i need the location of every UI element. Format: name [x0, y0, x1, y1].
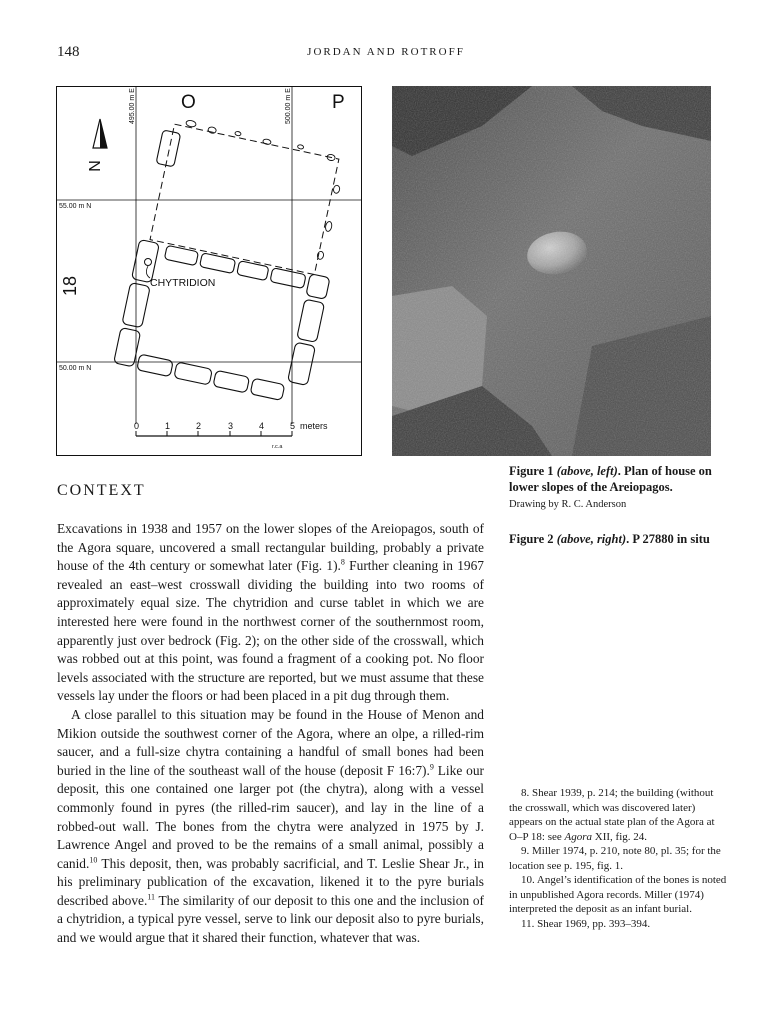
- paragraph-2: [57, 706, 484, 948]
- chytridion-marker: [145, 259, 152, 266]
- paragraph-2-part-d: The similarity of our deposit to this one and the inclusion of a chytridion, a typical pyre vessel, serve to link our deposit also to pyre burials, and we would argue that it shared their function, whatever that was.: [57, 892, 484, 946]
- footnote-ref-10[interactable]: 10: [89, 855, 98, 865]
- page-number: 148: [57, 44, 80, 60]
- footnote-ref-9[interactable]: 9: [429, 762, 434, 772]
- figure-2-photo: [392, 86, 711, 456]
- grid-col-p: P: [332, 92, 345, 113]
- easting-right-label: 500.00 m E: [285, 88, 292, 124]
- footnote-8-ref: Agora: [564, 830, 593, 843]
- figure-1-credit: Drawing by R. C. Anderson: [509, 499, 627, 510]
- footnote-ref-8[interactable]: 8: [340, 557, 345, 567]
- paragraph-1-part-b: Further cleaning in 1967 revealed an east–west crosswall dividing the building into two rooms of approximately equal size. The chytridion and curse tablet in which we are interested here were found in the northwest corner of the southernmost room, apparently just over bedrock (Fig. 2); on the other side of the crosswall, which was robbed out at this point, was found a fragment of a cooking pot. No floor levels associated with the structure are reported, but we must assume that these vessels lay under the floors or had been placed in a pit dug through them.: [57, 558, 484, 704]
- paragraph-2-part-c: This deposit, then, was probably sacrificial, and T. Leslie Shear Jr., in his preliminary publication of the excavation, likened it to the pyre burials described above.: [57, 855, 484, 908]
- scale-unit: meters: [300, 421, 328, 431]
- figure-2-position: (above, right): [556, 532, 627, 546]
- body-text: [57, 520, 484, 948]
- footnote-ref-11[interactable]: 11: [147, 892, 156, 902]
- scale-bar: [136, 431, 292, 436]
- scale-tick-3: 3: [228, 421, 234, 431]
- section-heading: CONTEXT: [57, 482, 146, 499]
- footnotes: [509, 786, 729, 931]
- scale-tick-0: 0: [134, 421, 140, 431]
- chytridion-label: CHYTRIDION: [150, 277, 216, 289]
- northing-top-label: 55.00 m N: [59, 203, 92, 210]
- footnote-8-part-b: XII, fig. 24.: [592, 830, 648, 843]
- grid-row-18: 18: [60, 275, 80, 297]
- easting-left-label: 495.00 m E: [129, 88, 136, 124]
- photo-grain: [392, 86, 711, 456]
- scale-tick-2: 2: [196, 421, 202, 431]
- figure-2-title: Figure 2: [509, 532, 554, 546]
- drafter-initials: r.c.a: [272, 444, 283, 450]
- footnote-10: 10. Angel’s identification of the bones is noted in unpublished Agora records. Miller (1974) interpreted the deposit as an infant burial.: [509, 874, 727, 915]
- paragraph-2-part-b: Like our deposit, this one contained one larger pot (the chytra), along with a vessel commonly found in pyres (the rilled-rim saucer), and lay in the line of a robbed-out wall. The bones from the chytra were analyzed in 1975 by J. Lawrence Angel and proved to be the remains of a small animal, possibly a canid.: [57, 762, 484, 871]
- paragraph-1: [57, 520, 484, 706]
- figure-1-caption: [509, 463, 739, 495]
- scale-tick-5: 5: [290, 421, 296, 431]
- figure-2-caption: [509, 531, 739, 547]
- paragraph-1-part-a: Excavations in 1938 and 1957 on the lower slopes of the Areiopagos, south of the Agora square, uncovered a small rectangular building, probably a private house of the 4th century or somewhat later (Fig. 1).: [57, 521, 484, 574]
- house-walls: [113, 115, 356, 405]
- figure-1-plan: [56, 86, 362, 456]
- figure-1-position: (above, left): [556, 464, 618, 478]
- footnote-8: [509, 786, 729, 844]
- running-head: JORDAN AND ROTROFF: [307, 46, 465, 58]
- north-label: N: [87, 160, 104, 172]
- footnote-8-part-a: 8. Shear 1939, p. 214; the building (without the crosswall, which was discovered later) appears on the actual state plan of the Agora at O–P 18: see: [509, 787, 715, 843]
- northing-bottom-label: 50.00 m N: [59, 365, 92, 372]
- grid-col-o: O: [181, 92, 196, 113]
- scale-tick-1: 1: [165, 421, 171, 431]
- north-arrow-icon: [93, 119, 107, 148]
- figure-1-text: . Plan of house on lower slopes of the Areiopagos.: [509, 464, 712, 494]
- figure-2-text: . P 27880 in situ: [626, 532, 710, 546]
- figure-1-title: Figure 1: [509, 464, 554, 478]
- footnote-11: 11. Shear 1969, pp. 393–394.: [521, 917, 651, 930]
- footnote-9: 9. Miller 1974, p. 210, note 80, pl. 35; for the location see p. 195, fig. 1.: [509, 845, 721, 872]
- paragraph-2-part-a: A close parallel to this situation may be found in the House of Menon and Mikion outside the southwest corner of the Agora, where an olpe, a rilled-rim saucer, and a full-size chytra containing a handful of small bones had been buried in the line of the southeast wall of the house (deposit F 16:7).: [57, 706, 484, 778]
- scale-tick-4: 4: [259, 421, 265, 431]
